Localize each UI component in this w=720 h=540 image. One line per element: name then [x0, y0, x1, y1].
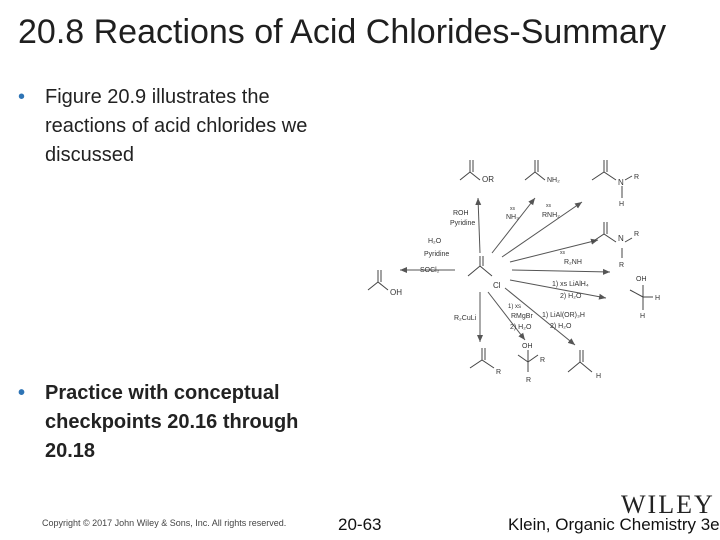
lialor3h-step1-label: 1) LiAl(OR)₃H: [542, 312, 585, 319]
aldehyde-h-label: H: [596, 373, 602, 380]
alcohol-h-label: H: [655, 295, 661, 302]
alcohol-h-label: H: [640, 313, 646, 320]
lialh4-step2-label: 2) H₂O: [560, 293, 582, 300]
r2culi-label: R₂CuLi: [454, 315, 477, 322]
acid-chloride-reaction-scheme: [360, 150, 710, 390]
svg-text:N: N: [618, 178, 624, 187]
copyright-notice: Copyright © 2017 John Wiley & Sons, Inc. All rights reserved.: [42, 518, 287, 528]
xs-label: xs: [510, 206, 515, 212]
chloride-label: Cl: [493, 281, 501, 290]
rnh2-label: RNH₂: [542, 212, 560, 219]
r2nh-label: R₂NH: [564, 259, 582, 266]
bullet-text: Figure 20.9 illustrates the reactions of acid chlorides we discussed: [45, 86, 308, 166]
ketone-r-label: R: [496, 369, 502, 376]
xs-label: xs: [546, 203, 551, 209]
ester-label: OR: [482, 175, 494, 184]
grignard-step1-label: 1) xs: [508, 304, 522, 310]
grignard-reagent-label: RMgBr: [511, 313, 533, 320]
bullet-text: Practice with conceptual checkpoints 20.16 through 20.18: [45, 382, 299, 462]
nh3-label: NH₃: [506, 214, 519, 221]
roh-label: ROH: [453, 210, 469, 217]
wiley-logo: WILEY: [621, 490, 715, 519]
socl2-label: SOCl₂: [420, 267, 440, 274]
tert-alcohol-r-label: R: [540, 357, 546, 364]
alcohol-oh-label: OH: [636, 276, 647, 283]
page-number: 20-63: [338, 515, 382, 534]
amide-r-label: R: [619, 262, 625, 269]
pyridine-label: Pyridine: [450, 220, 476, 227]
amide-r-label: R: [634, 231, 640, 238]
slide-title: 20.8 Reactions of Acid Chlorides-Summary: [18, 13, 667, 51]
molecule-structures: [368, 160, 653, 372]
reaction-labels: [390, 174, 660, 384]
book-citation: Klein, Organic Chemistry 3e: [508, 515, 720, 534]
amide-n-r-label: R: [634, 174, 640, 181]
bullet-practice-checkpoints: [18, 379, 318, 466]
grignard-step2-label: 2) H₂O: [510, 324, 532, 331]
amide-nh2-label: NH₂: [547, 177, 560, 184]
tert-alcohol-oh-label: OH: [522, 343, 533, 350]
lialor3h-step2-label: 2) H₂O: [550, 323, 572, 330]
pyridine-label: Pyridine: [424, 251, 450, 258]
xs-label: xs: [560, 250, 565, 256]
amide-n-h-label: H: [619, 201, 625, 208]
bullet-figure-reference: [18, 83, 308, 170]
lialh4-step1-label: 1) xs LiAlH₄: [552, 281, 589, 288]
water-label: H₂O: [428, 238, 442, 245]
bullet-marker: •: [18, 382, 26, 404]
tert-alcohol-r-label: R: [526, 377, 532, 384]
bullet-marker: •: [18, 86, 26, 108]
svg-text:N: N: [618, 234, 624, 243]
acid-oh-label: OH: [390, 288, 402, 297]
